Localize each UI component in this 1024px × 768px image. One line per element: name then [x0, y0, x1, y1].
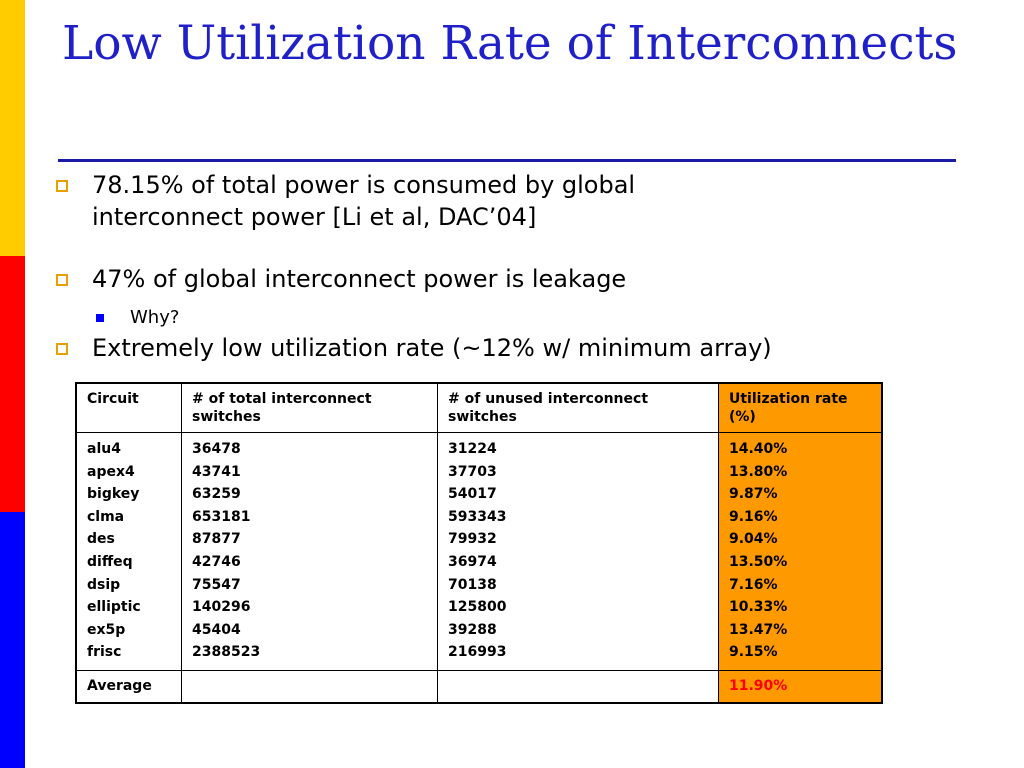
total-switches-column	[182, 433, 438, 671]
circuit-name: dsip	[87, 576, 121, 593]
circuit-name: frisc	[87, 644, 122, 661]
total-switches-value: 42746	[192, 553, 241, 570]
unused-switches-column	[438, 433, 719, 671]
utilization-rate-value: 13.47%	[729, 621, 788, 638]
total-switches-value: 43741	[192, 463, 241, 480]
bullet-text: Extremely low utilization rate (~12% w/ minimum array)	[92, 334, 772, 362]
bullet-text: 47% of global interconnect power is leakage	[92, 265, 627, 293]
average-label: Average	[76, 670, 182, 703]
total-switches-value: 140296	[192, 599, 251, 616]
average-total	[182, 670, 438, 703]
unused-switches-value: 39288	[448, 621, 497, 638]
total-switches-value: 36478	[192, 441, 241, 457]
unused-switches-value: 125800	[448, 599, 507, 616]
utilization-rate-value: 10.33%	[729, 599, 788, 616]
unused-switches-value: 79932	[448, 531, 497, 548]
hollow-square-bullet-icon	[56, 180, 68, 192]
unused-switches-value: 70138	[448, 576, 497, 593]
utilization-rate-column	[719, 433, 883, 671]
utilization-rate-value: 13.80%	[729, 463, 788, 480]
hollow-square-bullet-icon	[56, 274, 68, 286]
table-header-row	[76, 383, 882, 433]
filled-square-bullet-icon	[96, 314, 104, 322]
circuit-name: bigkey	[87, 486, 140, 503]
circuit-name: apex4	[87, 463, 135, 480]
header-circuit: Circuit	[76, 383, 182, 433]
utilization-rate-value: 9.15%	[729, 644, 778, 661]
unused-switches-value: 54017	[448, 486, 497, 503]
left-bar-yellow	[0, 0, 25, 256]
unused-switches-value: 36974	[448, 553, 497, 570]
circuit-name: diffeq	[87, 553, 133, 570]
circuit-name: des	[87, 531, 115, 548]
sub-bullet-text: Why?	[130, 307, 180, 328]
total-switches-value: 653181	[192, 508, 251, 525]
circuit-name: elliptic	[87, 599, 141, 616]
total-switches-value: 87877	[192, 531, 241, 548]
circuit-name: alu4	[87, 441, 121, 457]
circuit-name: clma	[87, 508, 125, 525]
utilization-table	[75, 382, 883, 704]
slide-title: Low Utilization Rate of Interconnects	[62, 16, 958, 71]
circuit-name: ex5p	[87, 621, 126, 638]
total-switches-value: 2388523	[192, 644, 261, 661]
total-switches-value: 45404	[192, 621, 241, 638]
utilization-rate-value: 14.40%	[729, 441, 788, 457]
unused-switches-value: 31224	[448, 441, 497, 457]
left-bar-blue	[0, 512, 25, 768]
header-utilization-rate: Utilization rate (%)	[719, 383, 883, 433]
bullet-text: 78.15% of total power is consumed by global interconnect power [Li et al, DAC’04]	[92, 171, 636, 231]
table-average-row	[76, 670, 882, 703]
utilization-rate-value: 9.04%	[729, 531, 778, 548]
average-utilization-rate: 11.90%	[719, 670, 883, 703]
header-total-switches: # of total interconnect switches	[182, 383, 438, 433]
unused-switches-value: 216993	[448, 644, 507, 661]
header-unused-switches: # of unused interconnect switches	[438, 383, 719, 433]
unused-switches-value: 37703	[448, 463, 497, 480]
unused-switches-value: 593343	[448, 508, 507, 525]
utilization-rate-value: 7.16%	[729, 576, 778, 593]
utilization-rate-value: 9.87%	[729, 486, 778, 503]
total-switches-value: 75547	[192, 576, 241, 593]
circuit-column	[76, 433, 182, 671]
average-unused	[438, 670, 719, 703]
utilization-rate-value: 9.16%	[729, 508, 778, 525]
hollow-square-bullet-icon	[56, 343, 68, 355]
left-bar-red	[0, 256, 25, 512]
table-body-row	[76, 433, 882, 671]
total-switches-value: 63259	[192, 486, 241, 503]
utilization-rate-value: 13.50%	[729, 553, 788, 570]
title-underline	[58, 159, 956, 162]
